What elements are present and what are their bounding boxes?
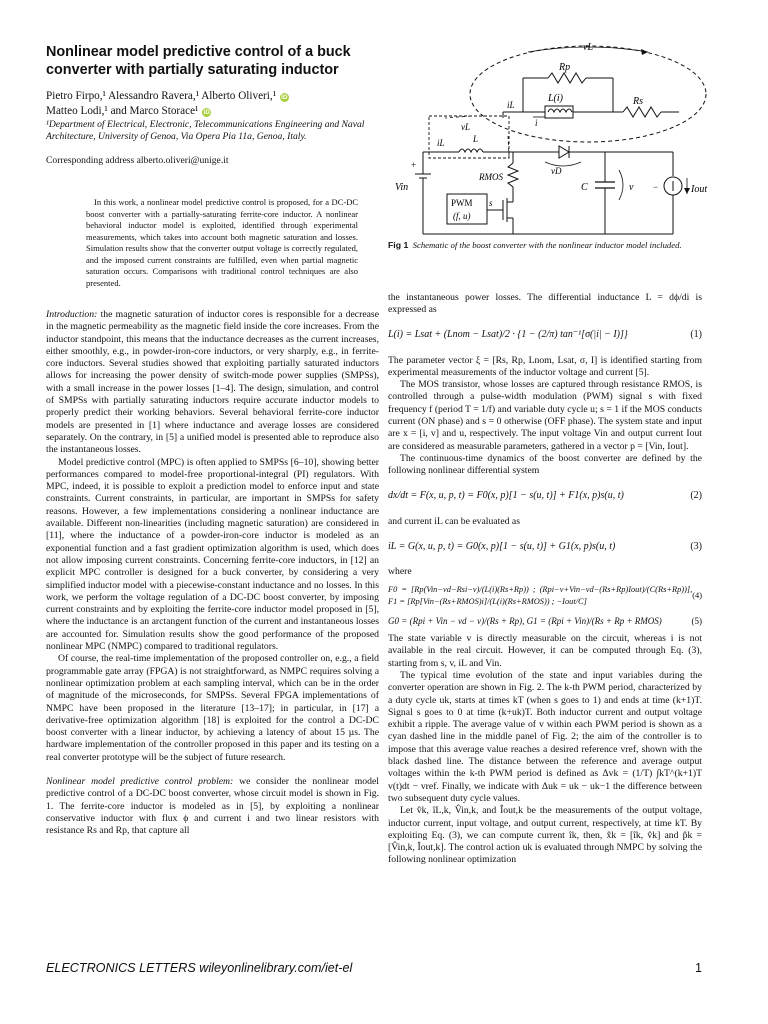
right-column-body <box>388 292 702 867</box>
time-evolution-paragraph: The typical time evolution of the state and input variables during the converter operation are shown in Fig. 2. The k-th PWM period, characterized by a duty cycle uk, starts at times kT (when s goes to 1) and ends at time (k+1)T. Signal s goes to 0 at time (k+uk)T. Both inductor current and output voltage exhibit a ripple. The average value of v within each PWM period is shown as a cyan dashed line in the middle panel of Fig. 2; the aim of the controller is to impose that this average value reaches a desired reference vref, shown with the black dashed line. The distance between the reference and average output voltages within the k-th PWM period is defined as Δvk = (1/T) ∫kT^(k+1)T v(t)dt − vref. Finally, we indicate with Δuk = uk − uk−1 the difference between two subsequent duty cycle values. <box>388 669 702 804</box>
inductor-L <box>459 149 483 152</box>
equation-5 <box>388 615 702 627</box>
label-iL: iL <box>507 100 515 110</box>
label-Vin: Vin <box>395 182 409 193</box>
label-C: C <box>581 182 588 193</box>
label-v: v <box>629 182 634 193</box>
figure-caption-text: Schematic of the boost converter with the nonlinear inductor model included. <box>412 240 682 250</box>
journal-footer[interactable]: ELECTRONICS LETTERS wileyonlinelibrary.com/iet-el <box>46 961 353 975</box>
equation-2-number: (2) <box>690 490 702 502</box>
nonlinear-inductor-core <box>545 106 573 118</box>
page-footer <box>46 961 702 977</box>
figure-1-caption <box>388 240 713 251</box>
affiliation: ¹Department of Electrical, Electronic, Telecommunications Engineering and Naval Architecture, University of Genoa, Via Opera Pia 11a, Genoa, Italy. <box>46 119 365 143</box>
measurements-paragraph: Let v̂k, îL,k, V̂in,k, and Îout,k be the measurements of the output voltage, inductor current, input voltage, and output current, respectively, at time kT. By exploiting Eq. (3), we can compute current îk, then, x̂k = [îk, v̂k] and p̂k = [V̂in,k, Îout,k]. The control action uk is evaluated through NMPC by solving the following nonlinear optimization <box>388 805 702 866</box>
equation-1-body: L(i) = Lsat + (Lnom − Lsat)/2 · {1 − (2/π) tan⁻¹[σ(|i| − I)]} <box>388 329 628 341</box>
label-s: s <box>489 198 493 208</box>
author-line-1-text: Pietro Firpo,¹ Alessandro Ravera,¹ Alberto Oliveri,¹ <box>46 90 277 102</box>
state-variable-paragraph: The state variable v is directly measurable on the circuit, whereas i is not available in the real circuit. However, it can be computed through Eq. (3), starting from s, v, iL and Vin. <box>388 633 702 669</box>
equation-1-number: (1) <box>690 329 702 341</box>
label-Rp: Rp <box>559 62 571 73</box>
author-line-1 <box>46 89 379 104</box>
parameter-vector-paragraph: The parameter vector ξ = [Rs, Rp, Lnom, Lsat, σ, I] is identified starting from experimental measurements of the inductor voltage and current [5]. <box>388 354 702 378</box>
diode <box>559 146 569 158</box>
resistor-Rp <box>548 73 586 83</box>
current-paragraph: and current iL can be evaluated as <box>388 515 520 527</box>
equation-4-number: (4) <box>692 591 702 601</box>
mos-paragraph: The MOS transistor, whose losses are captured through resistance RMOS, is controlled through a pulse-width modulation (PWM) signal s with fixed frequency f (period T = 1/f) and variable duty cycle u; s = 1 if the MOS conducts current (ON phase) and s = 0 otherwise (OFF phase). The system state and input are x = [i, v] and u, respectively. The input voltage Vin and output current Iout are considered as measurable parameters, gathered in a vector p = [Vin, Iout]. <box>388 379 702 452</box>
label-vL-top: vL <box>583 42 593 53</box>
introduction-paragraph <box>46 309 379 457</box>
figure-label: Fig 1 <box>388 240 409 250</box>
label-RMOS: RMOS <box>479 172 503 182</box>
dynamics-paragraph: The continuous-time dynamics of the boost converter are defined by the following nonlinear differential system <box>388 452 702 477</box>
abstract: In this work, a nonlinear model predictive control is proposed, for a DC-DC boost converter with a partially-saturating ferrite-core inductor. A nonlinear behavioral inductor model is exploited, identified through experimental measurements, which takes into account both magnetic saturation and losses. Simulation results show that the converter output voltage is correctly regulated, and the imposed current constraints are fulfilled, even when partial magnetic saturation occurs. Comparisons with traditional control techniques are also presented. <box>86 197 358 288</box>
equation-5-number: (5) <box>691 615 702 626</box>
zoom-ellipse <box>470 46 706 142</box>
nmpc-problem-paragraph <box>46 776 379 837</box>
label-pwm: PWM <box>451 198 473 208</box>
where-text: where <box>388 565 412 577</box>
equation-3-number: (3) <box>690 540 702 552</box>
label-Li: L(i) <box>548 93 563 104</box>
label-vL-small: vL <box>461 122 470 132</box>
section-head-introduction: Introduction: <box>46 309 98 320</box>
corresponding-address: Corresponding address alberto.oliveri@unige.it <box>46 155 229 166</box>
author-line-2 <box>46 104 379 119</box>
label-Iout: Iout <box>691 184 708 195</box>
figure-1-schematic <box>383 38 721 270</box>
orcid-icon[interactable]: iD <box>281 94 288 101</box>
paper-title: Nonlinear model predictive control of a buck converter with partially saturating inductor <box>46 44 351 78</box>
author-list <box>46 89 379 118</box>
author-line-2-text: Matteo Lodi,¹ and Marco Storace¹ <box>46 104 199 117</box>
introduction-text: the magnetic saturation of inductor cores is responsible for a decrease in the magnetic permeability as the magnetic field inside the core increases. From the inductor standpoint, this means that the inductance decreases as the current increases, either smoothly, e.g., in powder-iron-core inductors, or very sharply, e.g., in ferrite-core inductors. Several studies showed that exploiting partially saturated inductors allows for increasing the power density of switch-mode power supplies (SMPSs), with a small increase in the power losses [1–4]. The design, simulation, and control of SMPSs with partially saturating inductors require accurate inductor models to properly predict their working behaviors. Several behavioral ferrite-core inductor models are presented in [1] where inductance and average losses are considered separately. On the contrary, in [5] a unified model is presented able to reproduce also the instantaneous losses. <box>46 309 379 456</box>
equation-2-body: dx/dt = F(x, u, p, t) = F0(x, p)[1 − s(u, t)] + F1(x, p)s(u, t) <box>388 490 624 502</box>
equation-2 <box>388 484 702 510</box>
label-iL-small: iL <box>437 138 445 148</box>
left-column-body <box>46 309 379 837</box>
resistor-Rs <box>623 107 661 117</box>
section-head-nmpc: Nonlinear model predictive control problem: <box>46 775 234 787</box>
label-vD: vD <box>551 166 562 176</box>
label-minus: − <box>653 182 659 192</box>
resistor-RMOS <box>508 163 518 187</box>
nmpc-problem-text: we consider the nonlinear model predictive control of a DC-DC boost converter, whose circuit model is shown in Fig. 1. The ferrite-core inductor is modeled as in [5], by exploiting a nonlinear conservative inductor with flux ϕ and current i and two linear resistors with resistance Rs and Rp, that capture all <box>46 775 379 837</box>
equation-3-body: iL = G(x, u, p, t) = G0(x, p)[1 − s(u, t)] + G1(x, p)s(u, t) <box>388 540 616 552</box>
equation-4-body: F0 = [Rp(Vin−vd−Rsi−v)/(L(i)(Rs+Rp)) ; (Rpi−v+Vin−vd−(Rs+Rp)Iout)/(C(Rs+Rp))], F1 = [Rp[Vin−(Rs+RMOS)i]/(L(i)(Rs+RMOS)) ; −Iout/C] <box>388 585 693 607</box>
page-number: 1 <box>694 961 702 975</box>
equation-3 <box>388 534 702 560</box>
label-i: i <box>535 118 538 128</box>
boost-converter-schematic <box>383 38 721 238</box>
label-plus: + <box>411 160 417 170</box>
orcid-icon[interactable]: iD <box>203 108 210 116</box>
label-L-small: L <box>473 134 479 144</box>
equation-4 <box>388 584 702 609</box>
label-pwm-args: (f, u) <box>453 211 471 221</box>
equation-1 <box>388 323 702 349</box>
mpc-paragraph: Model predictive control (MPC) is often applied to SMPSs [6–10], showing better performances compared to model-free proportional-integral (PI) regulators. With MPC, indeed, it is possible to exploit a prediction model to enforce input and state constraints. Current constraints, in particular, are important in SMPSs for safety reasons. However, a few implementations considering a nonlinear inductance are available. Different non-linearities (including magnetic saturation) are considered in [11], where the inductance of a powder-iron-core inductor is modeled as an exponential function and a fast gradient optimization algorithm is used, which does not allow imposing current constraints. Concerning ferrite-core inductors, in [12] an explicit MPC controller is designed for a buck converter, by considering a very simplified inductor model with a piecewise-constant inductance and no losses. In this work, we perform the voltage regulation of a DC-DC boost converter, by imposing current constraints and by exploiting the ferrite-core inductor model proposed in [5], where the inductance is an arctangent function of the current and instantaneous losses are accounted for. Simulation results show the good performance of the proposed nonlinear MPC (NMPC) compared to traditional regulators. <box>46 456 379 653</box>
equation-5-body: G0 = (Rpi + Vin − vd − v)/(Rs + Rp), G1 = (Rpi + Vin)/(Rs + Rp + RMOS) <box>388 615 662 626</box>
label-Rs: Rs <box>633 96 643 107</box>
inductance-intro: the instantaneous power losses. The differential inductance L = dϕ/di is expressed as <box>388 292 702 316</box>
fpga-paragraph: Of course, the real-time implementation of the proposed controller on, e.g., a field programmable gate array (FPGA) is not straightforward, as NMPC requires solving a nonlinear optimization problem at each sampling interval, which can be in the order of magnitude of the microseconds, for SMPSs. Several FPGA implementations of NMPC have been proposed in the literature [13–17]; in particular, in [17] a derivative-free optimization algorithm [18] is exploited for the control a DC-DC boost converter with a linear inductor, by achieving a latency of about 15 µs. The hardware implementation of the controller proposed in this paper and its testing on a real converter prototype will be the subject of future research. <box>46 653 379 763</box>
